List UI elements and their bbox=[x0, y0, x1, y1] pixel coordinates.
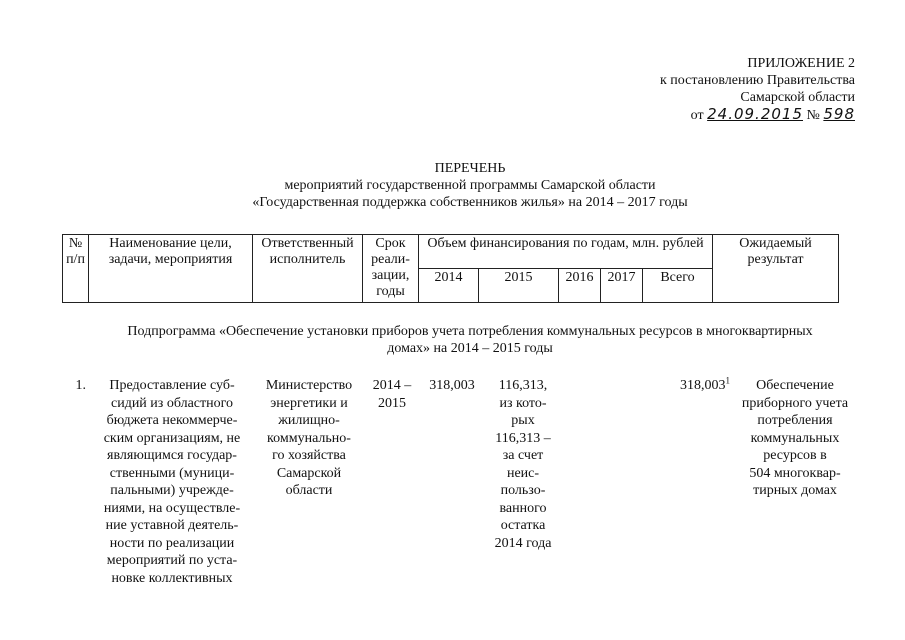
row1-2015-line: ванного bbox=[499, 500, 547, 516]
row1-executor-line: го хозяйства bbox=[272, 448, 346, 463]
row1-name-line: ским организациям, не bbox=[103, 430, 241, 446]
row1-total-value: 318,003 bbox=[680, 378, 726, 393]
row1-total bbox=[666, 377, 730, 395]
row1-name-line: ниями, на осуществле- bbox=[103, 500, 241, 516]
header-num: № п/п bbox=[63, 235, 89, 303]
row1-2015-line: 116,313 – bbox=[495, 430, 551, 446]
title-heading: ПЕРЕЧЕНЬ bbox=[434, 161, 506, 176]
header-name: Наименование цели, задачи, мероприятия bbox=[89, 235, 253, 303]
header-year-2017: 2017 bbox=[601, 269, 643, 303]
appendix-decree-line: к постановлению Правительства bbox=[659, 73, 855, 88]
appendix-title: ПРИЛОЖЕНИЕ 2 bbox=[747, 56, 855, 71]
row1-result-line: ресурсов в bbox=[763, 448, 827, 463]
row1-2015-line: остатка bbox=[500, 518, 546, 533]
row1-2015-line: неис- bbox=[506, 465, 540, 481]
document-title bbox=[180, 160, 760, 211]
date-prefix: от bbox=[690, 108, 704, 123]
row1-name-line: являющимся государ- bbox=[107, 448, 237, 463]
row1-executor-line: области bbox=[285, 483, 333, 498]
row1-result bbox=[736, 377, 854, 500]
row1-name-line: ственными (муници- bbox=[109, 465, 235, 481]
row1-term-line: 2014 – bbox=[372, 378, 412, 393]
title-program-name: «Государственная поддержка собственников жилья» на 2014 – 2017 годы bbox=[252, 195, 688, 210]
row1-name-line: пальными) учрежде- bbox=[110, 483, 234, 498]
header-executor: Ответственный исполнитель bbox=[253, 235, 363, 303]
header-result: Ожидаемый результат bbox=[713, 235, 839, 303]
row1-result-line: коммунальных bbox=[750, 430, 840, 446]
row1-2015-line: из кото- bbox=[499, 395, 547, 411]
row1-name-line: ние уставной деятель- bbox=[105, 518, 239, 533]
row1-executor-line: Министерство bbox=[265, 378, 353, 393]
row1-name-line: бюджета некоммерче- bbox=[106, 413, 238, 428]
row1-2015 bbox=[484, 377, 562, 552]
subprogram-line-1: Подпрограмма «Обеспечение установки приборов учета потребления коммунальных ресурсов в многоквартирных bbox=[127, 324, 813, 339]
row1-name-line: ности по реализации bbox=[109, 535, 235, 551]
row1-executor-line: Самарской bbox=[276, 465, 342, 481]
header-year-2015: 2015 bbox=[479, 269, 559, 303]
row1-term bbox=[366, 377, 418, 412]
row1-result-line: потребления bbox=[757, 413, 833, 428]
row1-term-line: 2015 bbox=[378, 395, 406, 411]
row1-2015-line: пользо- bbox=[500, 483, 546, 498]
header-year-2016: 2016 bbox=[559, 269, 601, 303]
row1-name bbox=[92, 377, 252, 587]
row1-executor-line: энергетики и bbox=[270, 395, 348, 411]
row1-result-line: Обеспечение bbox=[756, 378, 834, 393]
row1-2015-line: за счет bbox=[502, 448, 544, 463]
row1-name-line: мероприятий по уста- bbox=[106, 553, 238, 568]
handwritten-date: 24.09.2015 bbox=[707, 105, 803, 123]
row1-2015-line: 2014 года bbox=[494, 535, 552, 551]
header-year-2014: 2014 bbox=[419, 269, 479, 303]
row1-result-line: тирных домах bbox=[753, 483, 837, 498]
row1-result-line: приборного учета bbox=[741, 395, 849, 411]
row1-2014: 318,003 bbox=[429, 378, 475, 393]
row1-number: 1. bbox=[75, 378, 86, 393]
row1-result-line: 504 многоквар- bbox=[749, 465, 841, 481]
row1-2015-line: рых bbox=[511, 413, 535, 428]
row1-name-line: Предоставление суб- bbox=[109, 378, 235, 393]
row1-2015-line: 116,313, bbox=[498, 378, 548, 393]
handwritten-number: 598 bbox=[823, 105, 855, 123]
appendix-date-line bbox=[600, 106, 855, 124]
header-total: Всего bbox=[643, 269, 713, 303]
footnote-mark: 1 bbox=[725, 375, 730, 386]
funding-table-header bbox=[62, 234, 839, 303]
appendix-block bbox=[600, 55, 855, 124]
number-prefix: № bbox=[806, 108, 820, 123]
subprogram-heading bbox=[80, 323, 860, 357]
row1-executor bbox=[256, 377, 362, 500]
appendix-region-line: Самарской области bbox=[740, 90, 855, 105]
row1-executor-line: коммунально- bbox=[267, 430, 351, 446]
subprogram-line-2: домах» на 2014 – 2015 годы bbox=[387, 341, 553, 356]
header-term: Срок реали-зации, годы bbox=[363, 235, 419, 303]
row1-name-line: сидий из областного bbox=[110, 395, 234, 411]
row1-name-line: новке коллективных bbox=[111, 570, 233, 586]
header-funding: Объем финансирования по годам, млн. рублей bbox=[419, 235, 713, 269]
title-subheading: мероприятий государственной программы Самарской области bbox=[284, 178, 656, 193]
row1-executor-line: жилищно- bbox=[278, 413, 340, 428]
